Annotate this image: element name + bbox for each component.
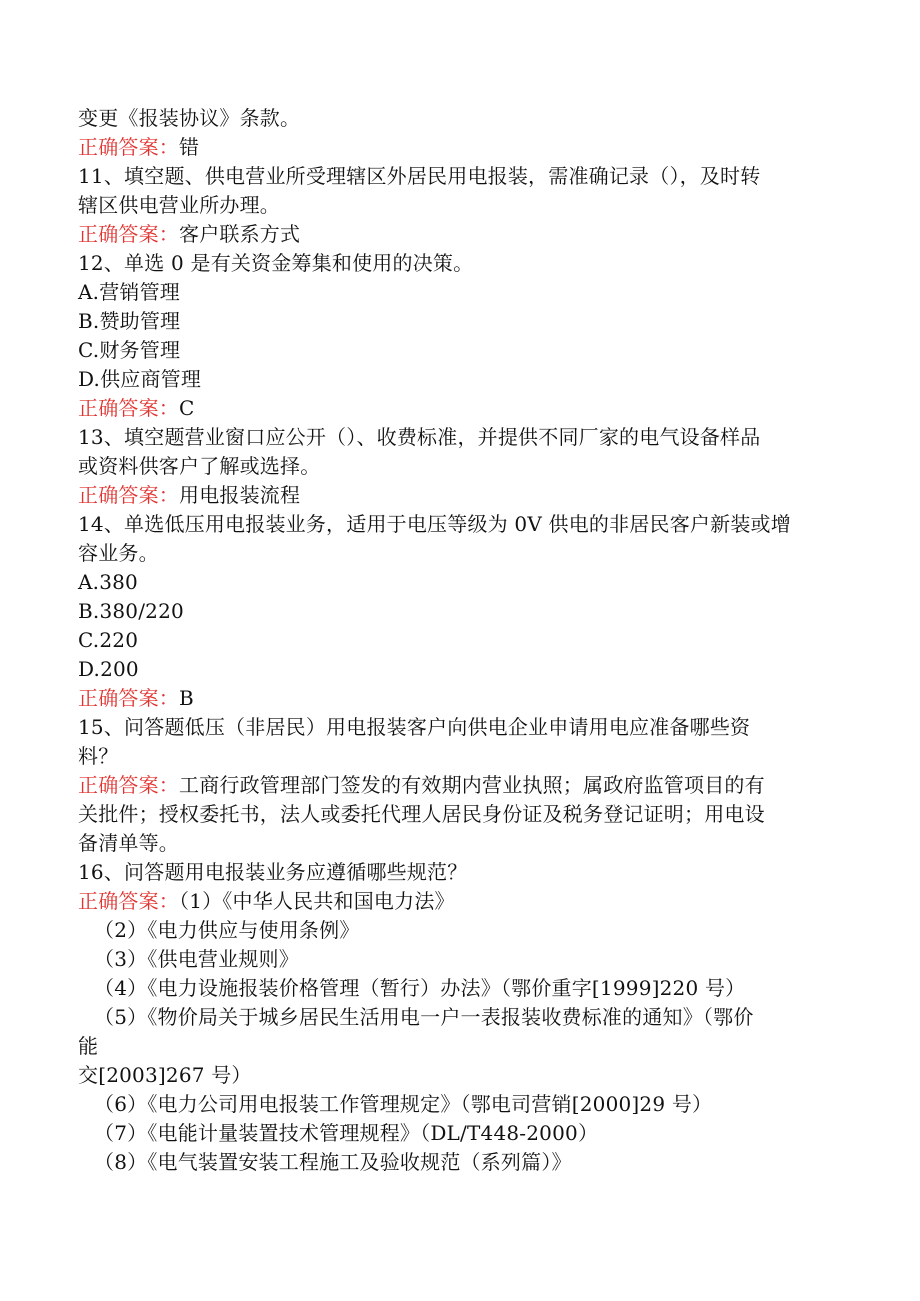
answer-line (78, 684, 838, 713)
answer-line (78, 133, 838, 162)
text-line: D.200 (78, 657, 139, 681)
text-line: C.220 (78, 628, 139, 652)
answer-value: 用电报装流程 (179, 483, 301, 507)
text-line: 12、单选 0 是有关资金筹集和使用的决策。 (78, 251, 474, 275)
text-line: C.财务管理 (78, 338, 181, 362)
list-item: （7）《电能计量装置技术管理规程》（DL/T448-2000） (94, 1121, 599, 1145)
text-line: A.营销管理 (78, 280, 181, 304)
answer-value: B (179, 686, 194, 710)
text-line: 交[2003]267 号） (78, 1063, 252, 1087)
answer-line (78, 481, 838, 510)
list-item: （8）《电气装置安装工程施工及验收规范（系列篇）》 (94, 1150, 572, 1174)
answer-line (78, 220, 838, 249)
text-line: 16、问答题用电报装业务应遵循哪些规范？ (78, 860, 468, 884)
answer-label: 正确答案： (78, 686, 179, 710)
text-line: 能 (78, 1034, 99, 1058)
answer-value: C (179, 396, 195, 420)
text-line: 11、填空题、供电营业所受理辖区外居民用电报装，需准确记录（），及时转 (78, 164, 761, 188)
list-item: （4）《电力设施报装价格管理（暂行）办法》（鄂价重字[1999]220 号） (94, 976, 746, 1000)
text-line: B.赞助管理 (78, 309, 181, 333)
text-line: B.380/220 (78, 599, 184, 623)
answer-label: 正确答案： (78, 773, 179, 797)
answer-value: （1）《中华人民共和国电力法》 (179, 889, 455, 913)
text-line: 容业务。 (78, 541, 159, 565)
answer-line (78, 771, 838, 800)
answer-label: 正确答案： (78, 483, 179, 507)
list-item: （2）《电力供应与使用条例》 (94, 918, 360, 942)
text-line: 13、填空题营业窗口应公开（）、收费标准，并提供不同厂家的电气设备样品 (78, 425, 761, 449)
text-line: 辖区供电营业所办理。 (78, 193, 280, 217)
text-line: D.供应商管理 (78, 367, 202, 391)
text-line: 15、问答题低压（非居民）用电报装客户向供电企业申请用电应准备哪些资 (78, 715, 751, 739)
answer-label: 正确答案： (78, 222, 179, 246)
answer-value: 工商行政管理部门签发的有效期内营业执照；属政府监管项目的有 (179, 773, 765, 797)
answer-label: 正确答案： (78, 396, 179, 420)
text-line: A.380 (78, 570, 138, 594)
answer-value: 客户联系方式 (179, 222, 301, 246)
text-line: 14、单选低压用电报装业务，适用于电压等级为 0V 供电的非居民客户新装或增 (78, 512, 791, 536)
document-page (78, 104, 838, 1177)
list-item: （5）《物价局关于城乡居民生活用电一户一表报装收费标准的通知》（鄂价 (94, 1005, 754, 1029)
answer-label: 正确答案： (78, 889, 179, 913)
answer-line (78, 887, 838, 916)
answer-line (78, 394, 838, 423)
text-line: 料？ (78, 744, 119, 768)
text-line: 关批件；授权委托书，法人或委托代理人居民身份证及税务登记证明；用电设 (78, 802, 765, 826)
list-item: （3）《供电营业规则》 (94, 947, 299, 971)
text-line: 或资料供客户了解或选择。 (78, 454, 321, 478)
text-line: 备清单等。 (78, 831, 179, 855)
list-item: （6）《电力公司用电报装工作管理规定》（鄂电司营销[2000]29 号） (94, 1092, 713, 1116)
text-line: 变更《报装协议》条款。 (78, 106, 301, 130)
answer-label: 正确答案： (78, 135, 179, 159)
answer-value: 错 (179, 135, 200, 159)
